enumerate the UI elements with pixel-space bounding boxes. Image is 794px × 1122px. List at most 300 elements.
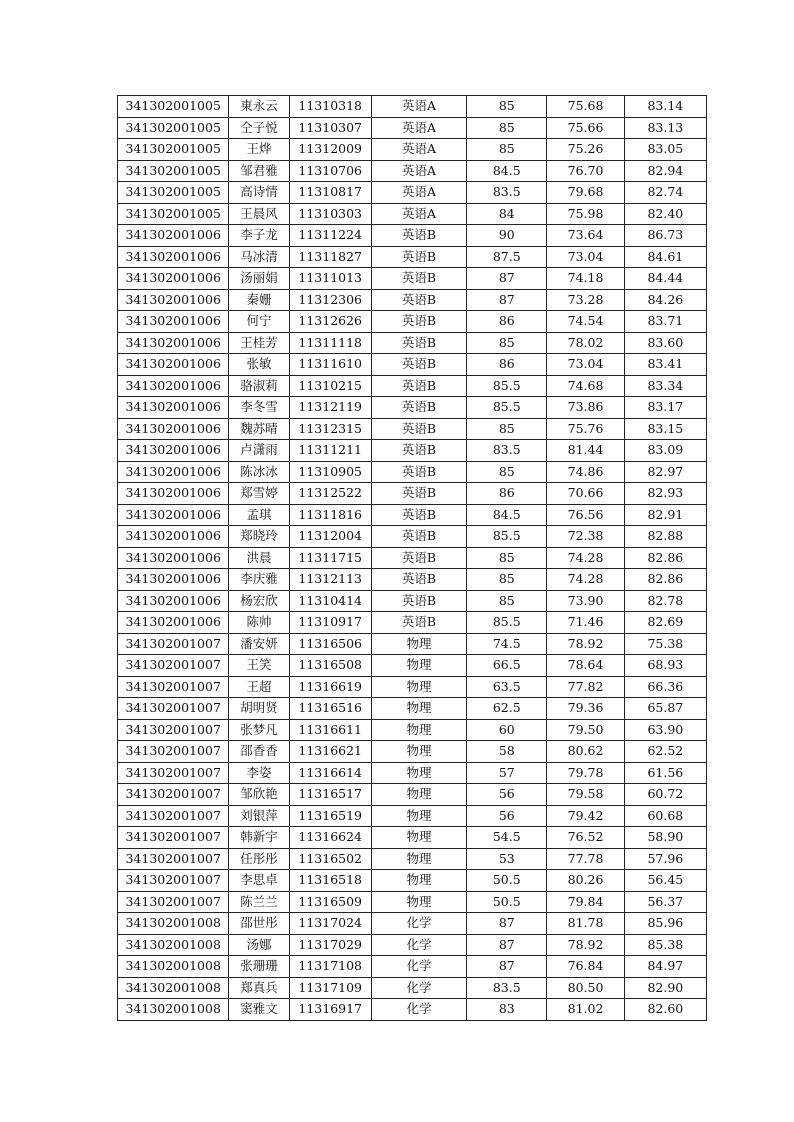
name-cell: 刘银萍 xyxy=(229,805,289,827)
interview-score-cell: 71.46 xyxy=(547,612,624,634)
exam-number-cell: 11311610 xyxy=(289,354,371,376)
score-table xyxy=(117,95,707,1021)
written-score-cell: 83.5 xyxy=(467,977,547,999)
interview-score-cell: 77.78 xyxy=(547,848,624,870)
table-row xyxy=(118,977,707,999)
total-score-cell: 82.97 xyxy=(624,461,706,483)
table-row xyxy=(118,504,707,526)
position-code-cell: 341302001006 xyxy=(118,332,229,354)
total-score-cell: 57.96 xyxy=(624,848,706,870)
interview-score-cell: 80.50 xyxy=(547,977,624,999)
exam-number-cell: 11317029 xyxy=(289,934,371,956)
position-code-cell: 341302001007 xyxy=(118,655,229,677)
total-score-cell: 82.94 xyxy=(624,160,706,182)
position-code-cell: 341302001006 xyxy=(118,225,229,247)
position-code-cell: 341302001005 xyxy=(118,139,229,161)
subject-cell: 英语B xyxy=(371,375,466,397)
interview-score-cell: 79.68 xyxy=(547,182,624,204)
exam-number-cell: 11312306 xyxy=(289,289,371,311)
table-row xyxy=(118,762,707,784)
name-cell: 李思卓 xyxy=(229,870,289,892)
name-cell: 潘安妍 xyxy=(229,633,289,655)
table-row xyxy=(118,784,707,806)
table-row xyxy=(118,461,707,483)
table-row xyxy=(118,698,707,720)
subject-cell: 英语A xyxy=(371,117,466,139)
written-score-cell: 85 xyxy=(467,461,547,483)
position-code-cell: 341302001007 xyxy=(118,633,229,655)
table-row xyxy=(118,870,707,892)
exam-number-cell: 11312315 xyxy=(289,418,371,440)
name-cell: 张梦凡 xyxy=(229,719,289,741)
written-score-cell: 85 xyxy=(467,96,547,118)
written-score-cell: 85 xyxy=(467,117,547,139)
exam-number-cell: 11311816 xyxy=(289,504,371,526)
exam-number-cell: 11312626 xyxy=(289,311,371,333)
subject-cell: 英语B xyxy=(371,440,466,462)
total-score-cell: 66.36 xyxy=(624,676,706,698)
total-score-cell: 65.87 xyxy=(624,698,706,720)
exam-number-cell: 11316624 xyxy=(289,827,371,849)
position-code-cell: 341302001006 xyxy=(118,246,229,268)
interview-score-cell: 79.36 xyxy=(547,698,624,720)
table-row xyxy=(118,332,707,354)
subject-cell: 物理 xyxy=(371,805,466,827)
table-row xyxy=(118,182,707,204)
written-score-cell: 66.5 xyxy=(467,655,547,677)
subject-cell: 英语B xyxy=(371,504,466,526)
subject-cell: 物理 xyxy=(371,848,466,870)
interview-score-cell: 73.90 xyxy=(547,590,624,612)
exam-number-cell: 11316502 xyxy=(289,848,371,870)
exam-number-cell: 11310706 xyxy=(289,160,371,182)
exam-number-cell: 11316611 xyxy=(289,719,371,741)
name-cell: 何宁 xyxy=(229,311,289,333)
written-score-cell: 85 xyxy=(467,139,547,161)
total-score-cell: 84.26 xyxy=(624,289,706,311)
subject-cell: 物理 xyxy=(371,870,466,892)
name-cell: 東永云 xyxy=(229,96,289,118)
total-score-cell: 75.38 xyxy=(624,633,706,655)
subject-cell: 英语B xyxy=(371,418,466,440)
interview-score-cell: 76.56 xyxy=(547,504,624,526)
table-row xyxy=(118,590,707,612)
total-score-cell: 83.13 xyxy=(624,117,706,139)
position-code-cell: 341302001005 xyxy=(118,117,229,139)
table-row xyxy=(118,440,707,462)
name-cell: 李姿 xyxy=(229,762,289,784)
total-score-cell: 63.90 xyxy=(624,719,706,741)
position-code-cell: 341302001006 xyxy=(118,590,229,612)
written-score-cell: 57 xyxy=(467,762,547,784)
position-code-cell: 341302001006 xyxy=(118,354,229,376)
table-row xyxy=(118,268,707,290)
written-score-cell: 85 xyxy=(467,547,547,569)
exam-number-cell: 11316508 xyxy=(289,655,371,677)
table-row xyxy=(118,225,707,247)
name-cell: 李子龙 xyxy=(229,225,289,247)
subject-cell: 化学 xyxy=(371,934,466,956)
table-row xyxy=(118,139,707,161)
position-code-cell: 341302001006 xyxy=(118,526,229,548)
interview-score-cell: 75.76 xyxy=(547,418,624,440)
name-cell: 魏苏晴 xyxy=(229,418,289,440)
written-score-cell: 58 xyxy=(467,741,547,763)
interview-score-cell: 73.86 xyxy=(547,397,624,419)
exam-number-cell: 11310917 xyxy=(289,612,371,634)
name-cell: 邹欣艳 xyxy=(229,784,289,806)
written-score-cell: 62.5 xyxy=(467,698,547,720)
subject-cell: 英语B xyxy=(371,397,466,419)
subject-cell: 英语B xyxy=(371,526,466,548)
written-score-cell: 87 xyxy=(467,913,547,935)
total-score-cell: 83.17 xyxy=(624,397,706,419)
written-score-cell: 83.5 xyxy=(467,440,547,462)
subject-cell: 化学 xyxy=(371,956,466,978)
name-cell: 邵世彤 xyxy=(229,913,289,935)
table-row xyxy=(118,848,707,870)
position-code-cell: 341302001005 xyxy=(118,182,229,204)
position-code-cell: 341302001007 xyxy=(118,848,229,870)
subject-cell: 英语B xyxy=(371,483,466,505)
name-cell: 王烨 xyxy=(229,139,289,161)
total-score-cell: 82.90 xyxy=(624,977,706,999)
name-cell: 郑雪婷 xyxy=(229,483,289,505)
table-row xyxy=(118,117,707,139)
written-score-cell: 84.5 xyxy=(467,504,547,526)
exam-number-cell: 11310215 xyxy=(289,375,371,397)
total-score-cell: 85.38 xyxy=(624,934,706,956)
score-table-body xyxy=(118,96,707,1021)
position-code-cell: 341302001006 xyxy=(118,440,229,462)
interview-score-cell: 73.64 xyxy=(547,225,624,247)
name-cell: 任彤彤 xyxy=(229,848,289,870)
written-score-cell: 60 xyxy=(467,719,547,741)
subject-cell: 英语B xyxy=(371,246,466,268)
table-row xyxy=(118,397,707,419)
table-row xyxy=(118,375,707,397)
exam-number-cell: 11312009 xyxy=(289,139,371,161)
written-score-cell: 87 xyxy=(467,289,547,311)
written-score-cell: 85.5 xyxy=(467,375,547,397)
position-code-cell: 341302001006 xyxy=(118,483,229,505)
interview-score-cell: 76.70 xyxy=(547,160,624,182)
interview-score-cell: 74.18 xyxy=(547,268,624,290)
position-code-cell: 341302001007 xyxy=(118,741,229,763)
table-row xyxy=(118,418,707,440)
written-score-cell: 83.5 xyxy=(467,182,547,204)
exam-number-cell: 11310414 xyxy=(289,590,371,612)
interview-score-cell: 74.86 xyxy=(547,461,624,483)
interview-score-cell: 76.52 xyxy=(547,827,624,849)
table-row xyxy=(118,891,707,913)
name-cell: 王笑 xyxy=(229,655,289,677)
subject-cell: 英语B xyxy=(371,268,466,290)
interview-score-cell: 77.82 xyxy=(547,676,624,698)
position-code-cell: 341302001006 xyxy=(118,289,229,311)
written-score-cell: 85 xyxy=(467,332,547,354)
interview-score-cell: 78.64 xyxy=(547,655,624,677)
exam-number-cell: 11317024 xyxy=(289,913,371,935)
exam-number-cell: 11316519 xyxy=(289,805,371,827)
name-cell: 陈兰兰 xyxy=(229,891,289,913)
name-cell: 韩新宇 xyxy=(229,827,289,849)
table-row xyxy=(118,569,707,591)
total-score-cell: 83.05 xyxy=(624,139,706,161)
total-score-cell: 61.56 xyxy=(624,762,706,784)
interview-score-cell: 73.28 xyxy=(547,289,624,311)
name-cell: 胡明贤 xyxy=(229,698,289,720)
table-row xyxy=(118,655,707,677)
name-cell: 汤丽娟 xyxy=(229,268,289,290)
name-cell: 窦雅文 xyxy=(229,999,289,1021)
written-score-cell: 74.5 xyxy=(467,633,547,655)
table-row xyxy=(118,96,707,118)
written-score-cell: 56 xyxy=(467,784,547,806)
name-cell: 骆淑莉 xyxy=(229,375,289,397)
written-score-cell: 50.5 xyxy=(467,870,547,892)
table-row xyxy=(118,676,707,698)
subject-cell: 英语A xyxy=(371,182,466,204)
interview-score-cell: 79.42 xyxy=(547,805,624,827)
subject-cell: 化学 xyxy=(371,999,466,1021)
total-score-cell: 83.34 xyxy=(624,375,706,397)
interview-score-cell: 74.54 xyxy=(547,311,624,333)
subject-cell: 英语B xyxy=(371,569,466,591)
subject-cell: 物理 xyxy=(371,741,466,763)
total-score-cell: 82.91 xyxy=(624,504,706,526)
table-row xyxy=(118,612,707,634)
exam-number-cell: 11316621 xyxy=(289,741,371,763)
name-cell: 高诗情 xyxy=(229,182,289,204)
position-code-cell: 341302001008 xyxy=(118,934,229,956)
subject-cell: 化学 xyxy=(371,977,466,999)
written-score-cell: 84 xyxy=(467,203,547,225)
position-code-cell: 341302001007 xyxy=(118,784,229,806)
name-cell: 仝子悦 xyxy=(229,117,289,139)
total-score-cell: 56.37 xyxy=(624,891,706,913)
exam-number-cell: 11311013 xyxy=(289,268,371,290)
position-code-cell: 341302001006 xyxy=(118,504,229,526)
total-score-cell: 84.44 xyxy=(624,268,706,290)
exam-number-cell: 11312522 xyxy=(289,483,371,505)
position-code-cell: 341302001006 xyxy=(118,461,229,483)
exam-number-cell: 11310318 xyxy=(289,96,371,118)
table-row xyxy=(118,289,707,311)
subject-cell: 英语B xyxy=(371,289,466,311)
interview-score-cell: 70.66 xyxy=(547,483,624,505)
subject-cell: 英语B xyxy=(371,354,466,376)
position-code-cell: 341302001008 xyxy=(118,913,229,935)
subject-cell: 物理 xyxy=(371,762,466,784)
table-row xyxy=(118,246,707,268)
interview-score-cell: 79.78 xyxy=(547,762,624,784)
name-cell: 邵香香 xyxy=(229,741,289,763)
written-score-cell: 50.5 xyxy=(467,891,547,913)
position-code-cell: 341302001007 xyxy=(118,827,229,849)
exam-number-cell: 11317108 xyxy=(289,956,371,978)
interview-score-cell: 74.28 xyxy=(547,547,624,569)
exam-number-cell: 11312113 xyxy=(289,569,371,591)
interview-score-cell: 79.58 xyxy=(547,784,624,806)
table-row xyxy=(118,203,707,225)
position-code-cell: 341302001007 xyxy=(118,762,229,784)
subject-cell: 物理 xyxy=(371,719,466,741)
total-score-cell: 84.97 xyxy=(624,956,706,978)
interview-score-cell: 75.68 xyxy=(547,96,624,118)
total-score-cell: 56.45 xyxy=(624,870,706,892)
subject-cell: 英语B xyxy=(371,461,466,483)
name-cell: 李冬雪 xyxy=(229,397,289,419)
name-cell: 杨宏欣 xyxy=(229,590,289,612)
interview-score-cell: 79.84 xyxy=(547,891,624,913)
subject-cell: 物理 xyxy=(371,633,466,655)
exam-number-cell: 11311224 xyxy=(289,225,371,247)
subject-cell: 英语B xyxy=(371,311,466,333)
subject-cell: 英语B xyxy=(371,612,466,634)
table-row xyxy=(118,805,707,827)
position-code-cell: 341302001007 xyxy=(118,676,229,698)
total-score-cell: 82.40 xyxy=(624,203,706,225)
total-score-cell: 82.86 xyxy=(624,569,706,591)
exam-number-cell: 11316917 xyxy=(289,999,371,1021)
exam-number-cell: 11316518 xyxy=(289,870,371,892)
exam-number-cell: 11310303 xyxy=(289,203,371,225)
total-score-cell: 60.72 xyxy=(624,784,706,806)
total-score-cell: 83.60 xyxy=(624,332,706,354)
written-score-cell: 86 xyxy=(467,311,547,333)
written-score-cell: 84.5 xyxy=(467,160,547,182)
name-cell: 王桂芳 xyxy=(229,332,289,354)
total-score-cell: 68.93 xyxy=(624,655,706,677)
total-score-cell: 82.86 xyxy=(624,547,706,569)
subject-cell: 物理 xyxy=(371,891,466,913)
position-code-cell: 341302001006 xyxy=(118,569,229,591)
position-code-cell: 341302001007 xyxy=(118,891,229,913)
name-cell: 王超 xyxy=(229,676,289,698)
total-score-cell: 83.09 xyxy=(624,440,706,462)
table-row xyxy=(118,956,707,978)
name-cell: 张敏 xyxy=(229,354,289,376)
position-code-cell: 341302001005 xyxy=(118,160,229,182)
name-cell: 王晨风 xyxy=(229,203,289,225)
position-code-cell: 341302001007 xyxy=(118,698,229,720)
total-score-cell: 83.15 xyxy=(624,418,706,440)
table-row xyxy=(118,311,707,333)
exam-number-cell: 11316506 xyxy=(289,633,371,655)
position-code-cell: 341302001006 xyxy=(118,547,229,569)
written-score-cell: 54.5 xyxy=(467,827,547,849)
total-score-cell: 84.61 xyxy=(624,246,706,268)
interview-score-cell: 81.78 xyxy=(547,913,624,935)
position-code-cell: 341302001007 xyxy=(118,719,229,741)
exam-number-cell: 11316517 xyxy=(289,784,371,806)
written-score-cell: 87 xyxy=(467,268,547,290)
interview-score-cell: 72.38 xyxy=(547,526,624,548)
written-score-cell: 87 xyxy=(467,934,547,956)
total-score-cell: 82.88 xyxy=(624,526,706,548)
written-score-cell: 85 xyxy=(467,418,547,440)
name-cell: 郑真兵 xyxy=(229,977,289,999)
table-row xyxy=(118,354,707,376)
exam-number-cell: 11311211 xyxy=(289,440,371,462)
subject-cell: 物理 xyxy=(371,698,466,720)
subject-cell: 化学 xyxy=(371,913,466,935)
written-score-cell: 85 xyxy=(467,590,547,612)
position-code-cell: 341302001008 xyxy=(118,956,229,978)
name-cell: 郑晓玲 xyxy=(229,526,289,548)
interview-score-cell: 80.26 xyxy=(547,870,624,892)
position-code-cell: 341302001005 xyxy=(118,203,229,225)
position-code-cell: 341302001005 xyxy=(118,96,229,118)
written-score-cell: 85.5 xyxy=(467,612,547,634)
table-row xyxy=(118,999,707,1021)
subject-cell: 物理 xyxy=(371,784,466,806)
interview-score-cell: 78.92 xyxy=(547,633,624,655)
exam-number-cell: 11311715 xyxy=(289,547,371,569)
total-score-cell: 60.68 xyxy=(624,805,706,827)
exam-number-cell: 11310905 xyxy=(289,461,371,483)
written-score-cell: 90 xyxy=(467,225,547,247)
interview-score-cell: 75.66 xyxy=(547,117,624,139)
written-score-cell: 86 xyxy=(467,483,547,505)
total-score-cell: 83.71 xyxy=(624,311,706,333)
table-row xyxy=(118,913,707,935)
name-cell: 孟琪 xyxy=(229,504,289,526)
exam-number-cell: 11316509 xyxy=(289,891,371,913)
subject-cell: 物理 xyxy=(371,676,466,698)
table-row xyxy=(118,633,707,655)
written-score-cell: 63.5 xyxy=(467,676,547,698)
name-cell: 马冰清 xyxy=(229,246,289,268)
subject-cell: 英语A xyxy=(371,139,466,161)
subject-cell: 物理 xyxy=(371,655,466,677)
subject-cell: 英语B xyxy=(371,547,466,569)
total-score-cell: 62.52 xyxy=(624,741,706,763)
interview-score-cell: 81.44 xyxy=(547,440,624,462)
subject-cell: 英语B xyxy=(371,590,466,612)
total-score-cell: 82.74 xyxy=(624,182,706,204)
exam-number-cell: 11316516 xyxy=(289,698,371,720)
interview-score-cell: 79.50 xyxy=(547,719,624,741)
total-score-cell: 82.78 xyxy=(624,590,706,612)
written-score-cell: 53 xyxy=(467,848,547,870)
name-cell: 陈帅 xyxy=(229,612,289,634)
exam-number-cell: 11311118 xyxy=(289,332,371,354)
exam-number-cell: 11316614 xyxy=(289,762,371,784)
exam-number-cell: 11312004 xyxy=(289,526,371,548)
table-row xyxy=(118,526,707,548)
written-score-cell: 56 xyxy=(467,805,547,827)
name-cell: 张珊珊 xyxy=(229,956,289,978)
exam-number-cell: 11311827 xyxy=(289,246,371,268)
subject-cell: 英语B xyxy=(371,225,466,247)
position-code-cell: 341302001007 xyxy=(118,805,229,827)
interview-score-cell: 78.92 xyxy=(547,934,624,956)
position-code-cell: 341302001008 xyxy=(118,977,229,999)
exam-number-cell: 11316619 xyxy=(289,676,371,698)
interview-score-cell: 76.84 xyxy=(547,956,624,978)
interview-score-cell: 80.62 xyxy=(547,741,624,763)
position-code-cell: 341302001006 xyxy=(118,612,229,634)
name-cell: 秦姗 xyxy=(229,289,289,311)
interview-score-cell: 81.02 xyxy=(547,999,624,1021)
table-row xyxy=(118,483,707,505)
position-code-cell: 341302001006 xyxy=(118,268,229,290)
total-score-cell: 85.96 xyxy=(624,913,706,935)
interview-score-cell: 74.28 xyxy=(547,569,624,591)
name-cell: 李庆雅 xyxy=(229,569,289,591)
